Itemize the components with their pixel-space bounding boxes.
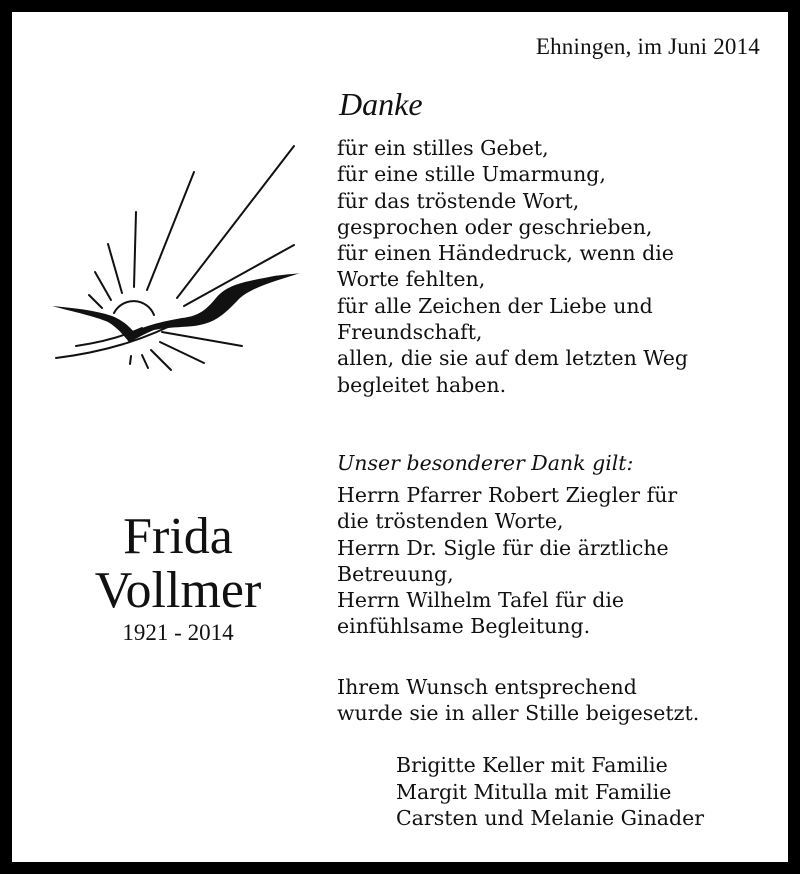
text-line: Worte fehlten, — [337, 267, 486, 292]
signers-list — [396, 752, 704, 832]
bird-sunrise-icon — [34, 130, 314, 380]
text-line: begleitet haben. — [337, 372, 507, 397]
text-line: Herrn Dr. Sigle für die ärztliche — [337, 535, 669, 560]
text-line: die tröstenden Worte, — [337, 509, 564, 534]
text-line: Herrn Pfarrer Robert Ziegler für — [337, 483, 678, 507]
last-name: Vollmer — [94, 562, 262, 619]
text-line: Betreuung, — [337, 561, 454, 586]
signer: Margit Mitulla mit Familie — [396, 779, 672, 804]
deceased-name-block — [48, 510, 308, 646]
obituary-notice — [12, 12, 788, 862]
special-thanks-text — [337, 482, 677, 640]
place-date: Ehningen, im Juni 2014 — [535, 34, 760, 59]
first-name: Frida — [123, 508, 233, 565]
text-line: Ihrem Wunsch entsprechend — [337, 675, 637, 699]
text-line: Freundschaft, — [337, 320, 483, 345]
special-thanks-title: Unser besonderer Dank gilt: — [337, 451, 634, 475]
life-years: 1921 - 2014 — [122, 620, 234, 645]
thanks-text — [337, 135, 688, 398]
signer: Carsten und Melanie Ginader — [396, 806, 705, 830]
text-line: für alle Zeichen der Liebe und — [337, 293, 653, 318]
text-line: für ein stilles Gebet, — [337, 136, 549, 160]
text-line: Herrn Wilhelm Tafel für die — [337, 588, 625, 613]
text-line: für eine stille Umarmung, — [337, 162, 606, 187]
text-line: wurde sie in aller Stille beigesetzt. — [337, 701, 700, 726]
burial-note — [337, 674, 699, 727]
text-line: einfühlsame Begleitung. — [337, 614, 591, 639]
text-line: für das tröstende Wort, — [337, 188, 580, 213]
thanks-heading: Danke — [339, 86, 423, 122]
text-line: allen, die sie auf dem letzten Weg — [337, 346, 688, 371]
text-line: für einen Händedruck, wenn die — [337, 241, 674, 266]
text-line: gesprochen oder geschrieben, — [337, 214, 653, 239]
signer: Brigitte Keller mit Familie — [396, 753, 668, 777]
